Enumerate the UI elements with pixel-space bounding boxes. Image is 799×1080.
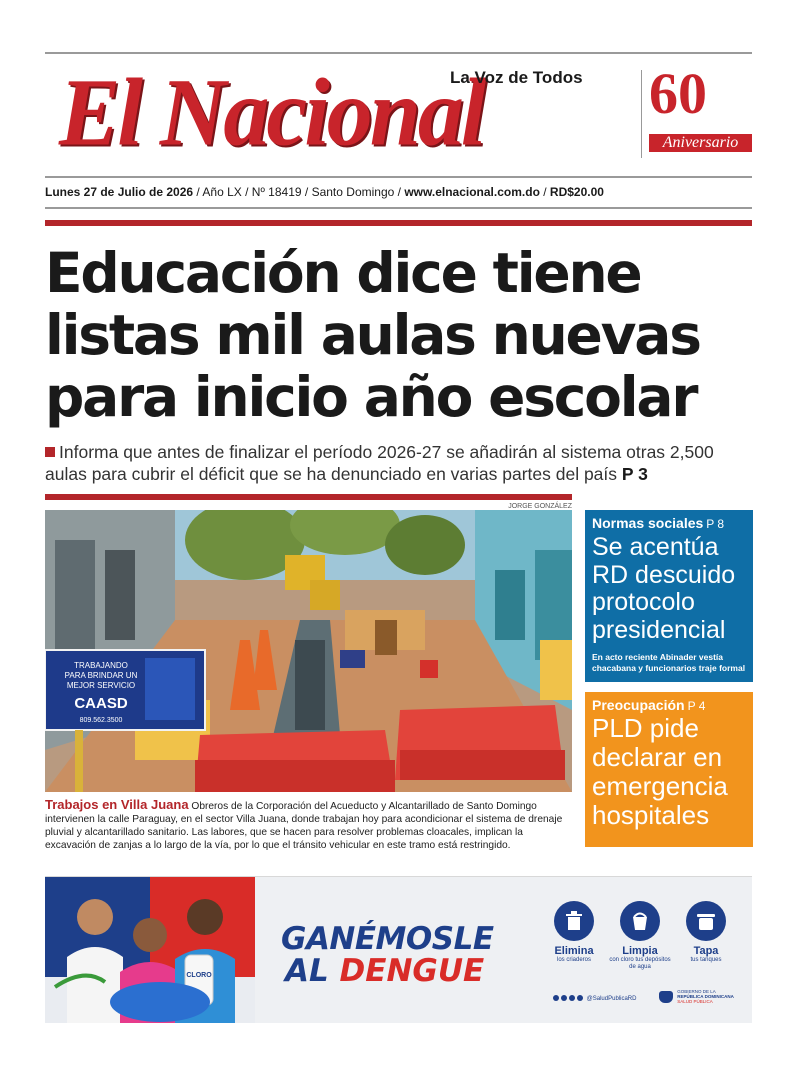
- caption-title: Trabajos en Villa Juana: [45, 797, 189, 812]
- anniversary-word: Aniversario: [649, 134, 752, 152]
- headline-line: para inicio año escolar: [45, 365, 697, 429]
- youtube-icon: [577, 995, 583, 1001]
- ad-slogan-line1: GANÉMOSLE: [281, 921, 494, 957]
- instagram-icon: [553, 995, 559, 1001]
- box-kicker: Normas sociales P 8: [592, 515, 725, 531]
- ad-social-handle[interactable]: @SaludPublicaRD: [553, 995, 636, 1002]
- issue-year: Año LX: [202, 185, 242, 199]
- bullet-square-icon: [45, 447, 55, 457]
- action-label: Limpia: [622, 945, 658, 957]
- sign-line: TRABAJANDO: [74, 661, 128, 670]
- masthead-rule: [45, 176, 752, 178]
- caption-text: Obreros de la Corporación del Acueducto y Alcantarillado de Santo Domingo intervienen la calle Paraguay, en el sector Villa Juana, donde trabajan hoy para acondicionar el sistema de drenaje pluvial y alcantarillado sanitario. Las labores, que se hacen para resolver problemas cloacales, implican la excavación de zanjas a lo largo de la vía, por lo que el tránsito vehicular en este tramo está restringido.: [45, 801, 563, 851]
- ad-people-illustration: [45, 877, 255, 1023]
- facebook-icon: [561, 995, 567, 1001]
- story-box-hospitals[interactable]: [585, 692, 753, 847]
- lead-headline[interactable]: [45, 242, 755, 428]
- dateline: Lunes 27 de Julio de 2026 / Año LX / Nº 18419 / Santo Domingo / www.elnacional.com.do / RD$20.00: [45, 185, 604, 199]
- tank-lid-icon: [686, 901, 726, 941]
- sign-line: MEJOR SERVICIO: [66, 681, 136, 690]
- photo-caption: [45, 798, 572, 852]
- action-eliminate: [543, 901, 605, 964]
- story-box-protocol[interactable]: [585, 510, 753, 682]
- ministry-line: REPÚBLICA DOMINICANA: [677, 994, 734, 999]
- headline-line: listas mil aulas nuevas: [45, 303, 700, 367]
- ad-slogan-line2: AL DENGUE: [285, 953, 485, 989]
- masthead: [45, 58, 752, 170]
- issue-price: RD$20.00: [549, 185, 604, 199]
- box-page-ref: P 8: [706, 517, 725, 531]
- headline-line: Educación dice tiene: [45, 241, 641, 305]
- box-page-ref: P 4: [687, 699, 706, 713]
- action-label: Tapa: [693, 945, 719, 957]
- deck-text: Informa que antes de finalizar el período 2026-27 se añadirán al sistema otras 2,500 aulas para cubrir el déficit que se ha denunciado en varias partes del país: [45, 442, 714, 484]
- government-seal-icon: [659, 991, 673, 1003]
- trash-icon: [554, 901, 594, 941]
- x-icon: [569, 995, 575, 1001]
- action-sub: los criaderos: [556, 957, 591, 963]
- anniversary-divider: [641, 70, 642, 158]
- top-rule: [45, 52, 752, 54]
- action-clean: [609, 901, 671, 971]
- photo-credit: JORGE GONZÁLEZ: [508, 503, 572, 510]
- action-sub: con cloro tus depósitos de agua: [609, 957, 671, 970]
- anniversary-badge: [649, 62, 752, 162]
- box-subtitle: En acto reciente Abinader vestía chacabana y funcionarios traje formal: [592, 652, 746, 673]
- lead-rule: [45, 220, 752, 226]
- dengue-advertisement[interactable]: [45, 876, 752, 1023]
- page-reference[interactable]: P 3: [621, 464, 648, 484]
- ministry-line: GOBIERNO DE LA: [677, 989, 716, 994]
- lead-deck: [45, 441, 755, 485]
- dateline-rule: [45, 207, 752, 209]
- ministry-logo: [659, 989, 749, 1004]
- sign-line: PARA BRINDAR UN: [64, 671, 138, 680]
- website-link[interactable]: www.elnacional.com.do: [404, 185, 540, 199]
- box-title: Se acentúa RD descuido protocolo presidencial: [592, 533, 736, 644]
- action-label: Elimina: [554, 945, 594, 957]
- bottle-label: CLORO: [186, 972, 212, 979]
- action-cover: [675, 901, 737, 964]
- issue-city: Santo Domingo: [311, 185, 395, 199]
- bucket-icon: [620, 901, 660, 941]
- newspaper-logo[interactable]: El Nacional: [59, 58, 484, 166]
- ministry-line: SALUD PÚBLICA: [677, 999, 713, 1004]
- lead-photo[interactable]: [45, 510, 572, 792]
- box-kicker: Preocupación P 4: [592, 697, 706, 713]
- issue-date: Lunes 27 de Julio de 2026: [45, 185, 194, 199]
- action-sub: tus tanques: [690, 957, 722, 963]
- photo-rule: [45, 494, 572, 500]
- sign-phone: 809.562.3500: [79, 717, 123, 724]
- issue-number: Nº 18419: [251, 185, 302, 199]
- sign-brand: CAASD: [74, 695, 128, 712]
- box-title: PLD pide declarar en emergencia hospitales: [592, 713, 728, 830]
- anniversary-number: 60: [649, 61, 707, 126]
- motto: La Voz de Todos: [450, 68, 583, 87]
